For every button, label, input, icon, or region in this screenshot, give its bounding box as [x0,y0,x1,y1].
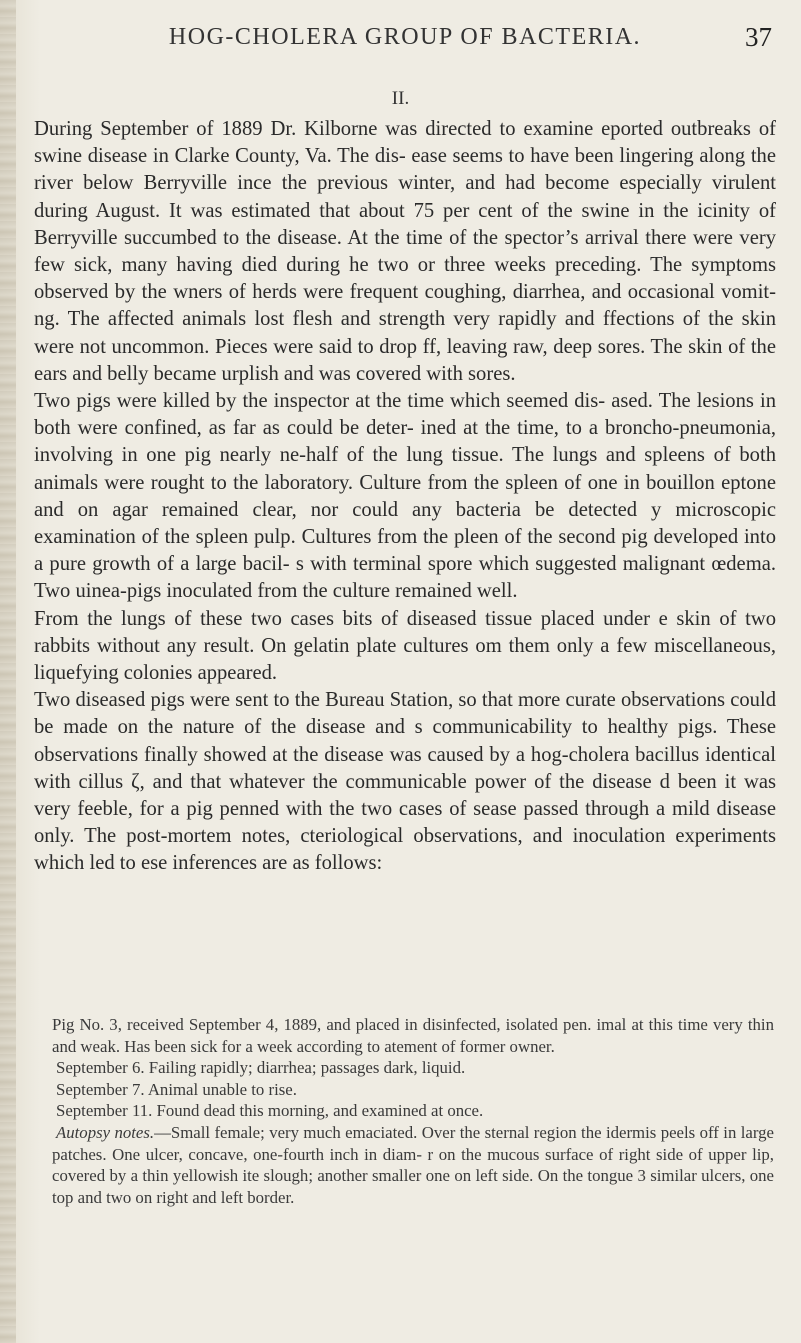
page-header [38,22,772,62]
note-september-6: September 6. Failing rapidly; diarrhea; passages dark, liquid. [56,1058,466,1078]
note-pig-header: Pig No. 3, received September 4, 1889, and placed in disinfected, isolated pen. imal at this time very thin and weak. Has been sick for a week according to atement of former owner. [52,1015,774,1056]
body-text [34,116,776,878]
section-number: II. [391,88,410,109]
paragraph: During September of 1889 Dr. Kilborne was directed to examine eported outbreaks of swine disease in Clarke County, Va. The dis- ease seems to have been lingering along the river below Berryville ince the previous winter, and had become especially virulent during August. It was estimated that about 75 per cent of the swine in the icinity of Berryville succumbed to the disease. At the time of the spector’s arrival there were very few sick, many having died during he two or three weeks preceding. The symptoms observed by the wners of herds were frequent coughing, diarrhea, and occasional vomit- ng. The affected animals lost flesh and strength very rapidly and ffections of the skin were not uncommon. Pieces were said to drop ff, leaving raw, deep sores. The skin of the ears and belly became urplish and was covered with sores. [34,118,776,385]
paragraph: Two pigs were killed by the inspector at the time which seemed dis- ased. The lesions in both were confined, as far as could be deter- ined at the time, to a broncho-pneumonia, involving in one pig nearly ne-half of the lung tissue. The lungs and spleens of both animals were rought to the laboratory. Culture from the spleen of one in bouillon eptone and on agar remained clear, nor could any bacteria be detected y microscopic examination of the spleen pulp. Cultures from the pleen of the second pig developed into a pure growth of a large bacil- s with terminal spore which suggested malignant œdema. Two uinea-pigs inoculated from the culture remained well. [34,390,776,603]
page-number: 37 [745,22,772,52]
note-september-11: September 11. Found dead this morning, and examined at once. [56,1101,484,1121]
note-september-7: September 7. Animal unable to rise. [56,1079,297,1099]
case-notes [52,1014,774,1208]
page-binding-edge [0,0,16,1343]
paragraph: From the lungs of these two cases bits of diseased tissue placed under e skin of two rabbits without any result. On gelatin plate cultures om them only a few miscellaneous, liquefying colonies appeared. [34,607,776,685]
autopsy-label: Autopsy notes. [56,1122,155,1142]
note-autopsy [52,1122,774,1208]
autopsy-text: —Small female; very much emaciated. Over the sternal region the idermis peels off in large patches. One ulcer, concave, one-fourth inch in diam- r on the mucous surface of right side of upper lip, covered by a thin yellowish ite slough; another smaller one on left side. On the tongue 3 similar ulcers, one top and two on right and left border. [52,1122,774,1207]
paragraph: Two diseased pigs were sent to the Bureau Station, so that more curate observations could be made on the nature of the disease and s communicability to healthy pigs. These observations finally showed at the disease was caused by a hog-cholera bacillus identical with cillus ζ, and that whatever the communicable power of the disease d been it was very feeble, for a pig penned with the two cases of sease passed through a mild disease only. The post-mortem notes, cteriological observations, and inoculation experiments which led to ese inferences are as follows: [34,689,776,875]
running-head: HOG-CHOLERA GROUP OF BACTERIA. [168,24,642,50]
